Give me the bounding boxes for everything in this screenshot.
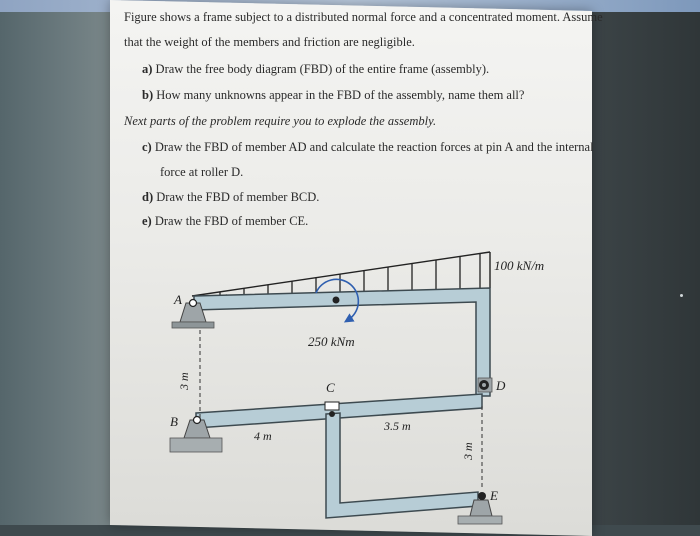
label-C: C bbox=[326, 380, 335, 395]
label-B: B bbox=[170, 414, 178, 429]
part-e-label: e) bbox=[142, 214, 152, 228]
load-label: 100 kN/m bbox=[494, 258, 545, 273]
dim-4m: 4 m bbox=[254, 429, 272, 443]
next-parts-note: Next parts of the problem require you to explode the assembly. bbox=[124, 114, 437, 128]
part-e-text: Draw the FBD of member CE. bbox=[154, 214, 309, 228]
part-d-text: Draw the FBD of member BCD. bbox=[156, 190, 320, 204]
part-a-text: Draw the free body diagram (FBD) of the entire frame (assembly). bbox=[155, 62, 490, 76]
part-c bbox=[142, 140, 594, 155]
label-A: A bbox=[174, 292, 182, 307]
part-a-label: a) bbox=[142, 62, 153, 76]
dim-3-5m: 3.5 m bbox=[384, 419, 411, 433]
part-c-text: Draw the FBD of member AD and calculate the reaction forces at pin A and the internal bbox=[154, 140, 594, 154]
intro-line-1: Figure shows a frame subject to a distributed normal force and a concentrated moment. Assume bbox=[124, 10, 603, 24]
frame-figure bbox=[160, 238, 560, 525]
dim-3m-left: 3 m bbox=[177, 372, 191, 390]
moment-point bbox=[333, 297, 340, 304]
screen-glint bbox=[680, 294, 683, 297]
background-right bbox=[590, 0, 700, 525]
part-c-label: c) bbox=[142, 140, 152, 154]
part-e bbox=[142, 214, 308, 229]
part-d bbox=[142, 190, 319, 205]
pin-C bbox=[329, 411, 335, 417]
dim-3m-right: 3 m bbox=[461, 442, 475, 460]
label-D: D bbox=[496, 378, 506, 393]
part-d-label: d) bbox=[142, 190, 154, 204]
part-b bbox=[142, 88, 524, 103]
part-b-label: b) bbox=[142, 88, 154, 102]
intro-line-2: that the weight of the members and friction are negligible. bbox=[124, 35, 415, 49]
roller-D bbox=[478, 378, 506, 393]
moment-label: 250 kNm bbox=[308, 334, 355, 349]
label-E: E bbox=[490, 488, 498, 503]
part-a bbox=[142, 62, 489, 77]
part-c-continued: force at roller D. bbox=[160, 165, 244, 179]
background-left bbox=[0, 0, 110, 525]
part-b-text: How many unknowns appear in the FBD of the assembly, name them all? bbox=[156, 88, 525, 102]
pin-C-cap bbox=[325, 402, 339, 410]
